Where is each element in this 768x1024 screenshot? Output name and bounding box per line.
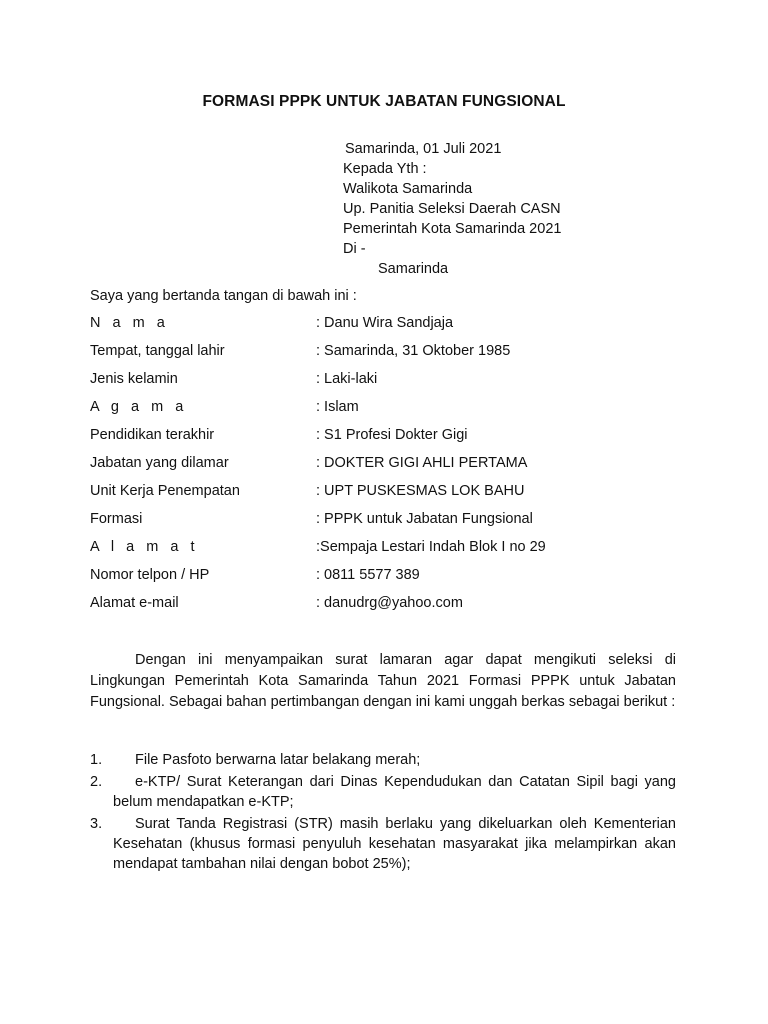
field-label: A l a m a t: [90, 539, 199, 555]
field-label: N a m a: [90, 315, 169, 331]
field-value: : PPPK untuk Jabatan Fungsional: [316, 511, 533, 527]
recipient-organization: Pemerintah Kota Samarinda 2021: [343, 221, 562, 237]
list-item-text: Surat Tanda Registrasi (STR) masih berlaku yang dikeluarkan oleh Kementerian Kesehatan (khusus formasi penyuluh kesehatan masyarakat jika melampirkan akan mendapat tambahan nilai dengan bobot 25%);: [113, 816, 676, 872]
list-item-text: File Pasfoto berwarna latar belakang merah;: [135, 752, 421, 768]
date-line: Samarinda, 01 Juli 2021: [345, 141, 502, 157]
field-value: : 0811 5577 389: [316, 567, 420, 583]
field-row: [90, 481, 690, 509]
field-label: Nomor telpon / HP: [90, 567, 210, 583]
field-row: [90, 537, 690, 565]
field-row: [90, 397, 690, 425]
field-row: [90, 593, 690, 621]
list-item: [90, 750, 676, 770]
field-value: : Samarinda, 31 Oktober 1985: [316, 343, 511, 359]
list-item: [90, 772, 676, 812]
body-paragraph: Dengan ini menyampaikan surat lamaran agar dapat mengikuti seleksi di Lingkungan Pemerintah Kota Samarinda Tahun 2021 Formasi PPPK untuk Jabatan Fungsional. Sebagai bahan pertimbangan dengan ini kami unggah berkas sebagai berikut :: [90, 652, 676, 710]
field-label: Formasi: [90, 511, 143, 527]
recipient-attention: Up. Panitia Seleksi Daerah CASN: [343, 201, 561, 217]
intro-text: Saya yang bertanda tangan di bawah ini :: [90, 288, 357, 304]
field-row: [90, 565, 690, 593]
field-value: :Sempaja Lestari Indah Blok I no 29: [316, 539, 546, 555]
field-value: : danudrg@yahoo.com: [316, 595, 463, 611]
list-item: [90, 814, 676, 874]
list-item-text: e-KTP/ Surat Keterangan dari Dinas Kependudukan dan Catatan Sipil bagi yang belum mendapatkan e-KTP;: [113, 774, 676, 810]
document-title: FORMASI PPPK UNTUK JABATAN FUNGSIONAL: [202, 93, 566, 110]
field-value: : Islam: [316, 399, 359, 415]
field-value: : UPT PUSKESMAS LOK BAHU: [316, 483, 525, 499]
field-value: : Laki-laki: [316, 371, 378, 387]
applicant-fields: [90, 313, 690, 621]
field-label: Tempat, tanggal lahir: [90, 343, 225, 359]
field-row: [90, 369, 690, 397]
field-value: : DOKTER GIGI AHLI PERTAMA: [316, 455, 528, 471]
address-block: [343, 139, 561, 279]
field-label: Unit Kerja Penempatan: [90, 483, 240, 499]
field-label: Pendidikan terakhir: [90, 427, 215, 443]
field-row: [90, 453, 690, 481]
field-value: : S1 Profesi Dokter Gigi: [316, 427, 468, 443]
field-label: Jabatan yang dilamar: [90, 455, 229, 471]
recipient-name: Walikota Samarinda: [343, 181, 473, 197]
field-label: A g a m a: [90, 399, 188, 415]
list-item-number: 2.: [90, 774, 103, 790]
attachment-list: [90, 750, 676, 876]
list-item-number: 3.: [90, 816, 103, 832]
recipient-city: Samarinda: [378, 261, 449, 277]
recipient-salutation: Kepada Yth :: [343, 161, 427, 177]
recipient-location-prefix: Di -: [343, 241, 366, 257]
field-row: [90, 425, 690, 453]
field-value: : Danu Wira Sandjaja: [316, 315, 454, 331]
field-row: [90, 341, 690, 369]
field-label: Alamat e-mail: [90, 595, 179, 611]
list-item-number: 1.: [90, 752, 103, 768]
field-row: [90, 509, 690, 537]
field-row: [90, 313, 690, 341]
field-label: Jenis kelamin: [90, 371, 178, 387]
